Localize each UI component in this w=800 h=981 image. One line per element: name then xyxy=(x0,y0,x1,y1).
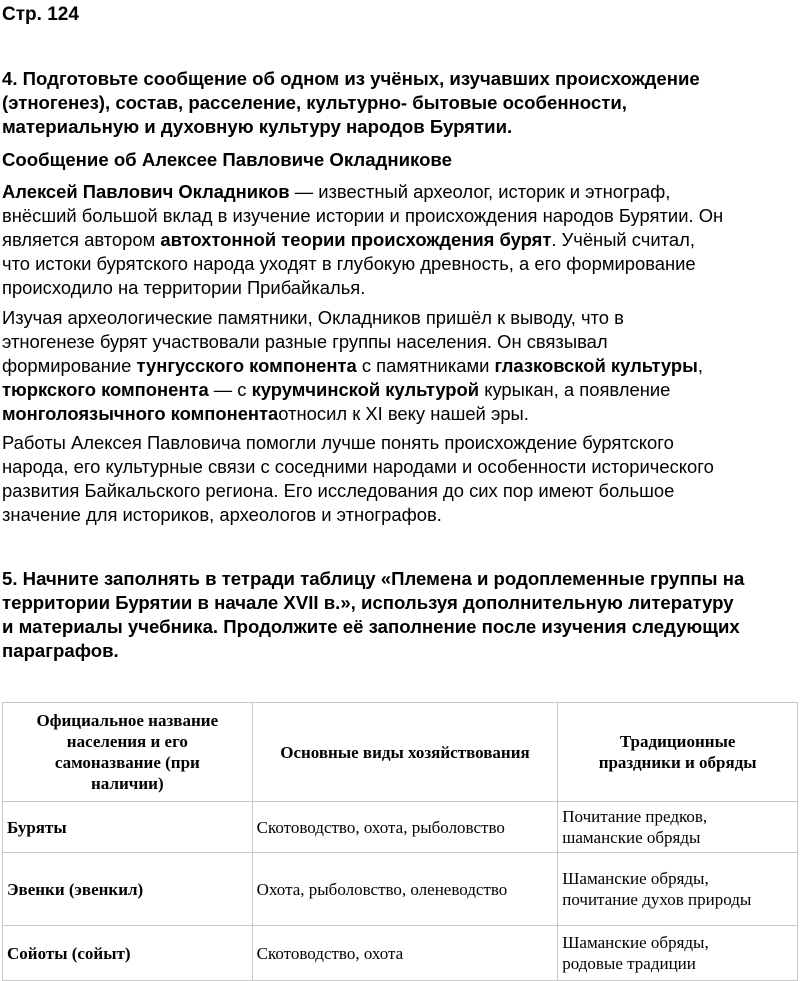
paragraph-components xyxy=(2,306,796,426)
header-population-name xyxy=(3,703,253,802)
cell-line: Почитание предков, xyxy=(562,807,708,826)
header-line: самоназвание (при xyxy=(54,753,200,772)
turkic-component: тюркского компонента xyxy=(2,379,209,400)
mongolic-component: монголоязычного компонента xyxy=(2,403,279,424)
task-5-heading-line: территории Бурятии в начале XVII в.», используя дополнительную литературу xyxy=(2,592,734,613)
text-span: — с xyxy=(208,379,252,400)
text-span: значение для историков, археологов и этнографов. xyxy=(2,504,442,525)
text-span: народа, его культурные связи с соседними народами и особенности исторического xyxy=(2,456,714,477)
kurumchin-culture: курумчинской культурой xyxy=(251,379,480,400)
text-span: . Учёный считал, xyxy=(551,229,695,250)
page-reference: Стр. 124 xyxy=(2,4,79,25)
cell-economy: Охота, рыболовство, оленеводство xyxy=(252,853,558,926)
text-span: развития Байкальского региона. Его исследования до сих пор имеют большое xyxy=(2,480,675,501)
cell-traditions xyxy=(558,802,798,853)
text-span: происходило на территории Прибайкалья. xyxy=(2,277,366,298)
cell-line: родовые традиции xyxy=(562,954,696,973)
text-span: формирование xyxy=(2,355,137,376)
cell-line: Шаманские обряды, xyxy=(562,933,709,952)
cell-economy: Скотоводство, охота xyxy=(252,926,558,981)
header-economy xyxy=(252,703,558,802)
cell-line: шаманские обряды xyxy=(562,828,701,847)
header-line: праздники и обряды xyxy=(598,753,757,772)
task-4-heading xyxy=(2,67,792,139)
paragraph-intro xyxy=(2,180,796,300)
cell-population: Буряты xyxy=(3,802,253,853)
header-line: наличии) xyxy=(91,774,164,793)
cell-traditions xyxy=(558,853,798,926)
table-header-row xyxy=(3,703,798,802)
task-4-heading-line: 4. Подготовьте сообщение об одном из учёных, изучавших происхождение xyxy=(2,68,700,89)
text-span: — известный археолог, историк и этнограф, xyxy=(289,181,671,202)
cell-line: почитание духов природы xyxy=(562,890,752,909)
text-span: что истоки бурятского народа уходят в глубокую древность, а его формирование xyxy=(2,253,696,274)
table-row xyxy=(3,802,798,853)
cell-economy: Скотоводство, охота, рыболовство xyxy=(252,802,558,853)
text-span: с памятниками xyxy=(356,355,495,376)
text-span: Изучая археологические памятники, Окладников пришёл к выводу, что в xyxy=(2,307,624,328)
glazkov-culture: глазковской культуры xyxy=(494,355,698,376)
table-row xyxy=(3,926,798,981)
header-line: населения и его xyxy=(66,732,188,751)
text-span: внёсший большой вклад в изучение истории и происхождения народов Бурятии. Он xyxy=(2,205,724,226)
scientist-name: Алексей Павлович Окладников xyxy=(2,181,290,202)
task-4-heading-line: (этногенез), состав, расселение, культурно- бытовые особенности, xyxy=(2,92,627,113)
text-span: Работы Алексея Павловича помогли лучше понять происхождение бурятского xyxy=(2,432,674,453)
task-5-heading-line: параграфов. xyxy=(2,640,119,661)
task-4-heading-line: материальную и духовную культуру народов Бурятии. xyxy=(2,116,513,137)
paragraph-conclusion xyxy=(2,431,796,527)
task-5-heading-line: 5. Начните заполнять в тетради таблицу «Племена и родоплеменные группы на xyxy=(2,568,745,589)
cell-line: Шаманские обряды, xyxy=(562,869,709,888)
header-line: Основные виды хозяйствования xyxy=(280,742,530,762)
task-5-heading-line: и материалы учебника. Продолжите её заполнение после изучения следующих xyxy=(2,616,740,637)
header-line: Традиционные xyxy=(619,732,736,751)
tungus-component: тунгусского компонента xyxy=(136,355,357,376)
tribes-table xyxy=(2,702,798,981)
text-span: , xyxy=(697,355,703,376)
text-span: является автором xyxy=(2,229,161,250)
cell-population: Сойоты (сойыт) xyxy=(3,926,253,981)
table-row xyxy=(3,853,798,926)
text-span: относил к XI веку нашей эры. xyxy=(278,403,529,424)
report-title: Сообщение об Алексее Павловиче Окладникове xyxy=(2,149,452,170)
text-span: этногенезе бурят участвовали разные группы населения. Он связывал xyxy=(2,331,608,352)
task-5-heading xyxy=(2,567,798,663)
text-span: курыкан, а появление xyxy=(479,379,671,400)
header-traditions xyxy=(558,703,798,802)
cell-traditions xyxy=(558,926,798,981)
header-line: Официальное название xyxy=(36,711,219,730)
cell-population: Эвенки (эвенкил) xyxy=(3,853,253,926)
theory-name: автохтонной теории происхождения бурят xyxy=(160,229,552,250)
